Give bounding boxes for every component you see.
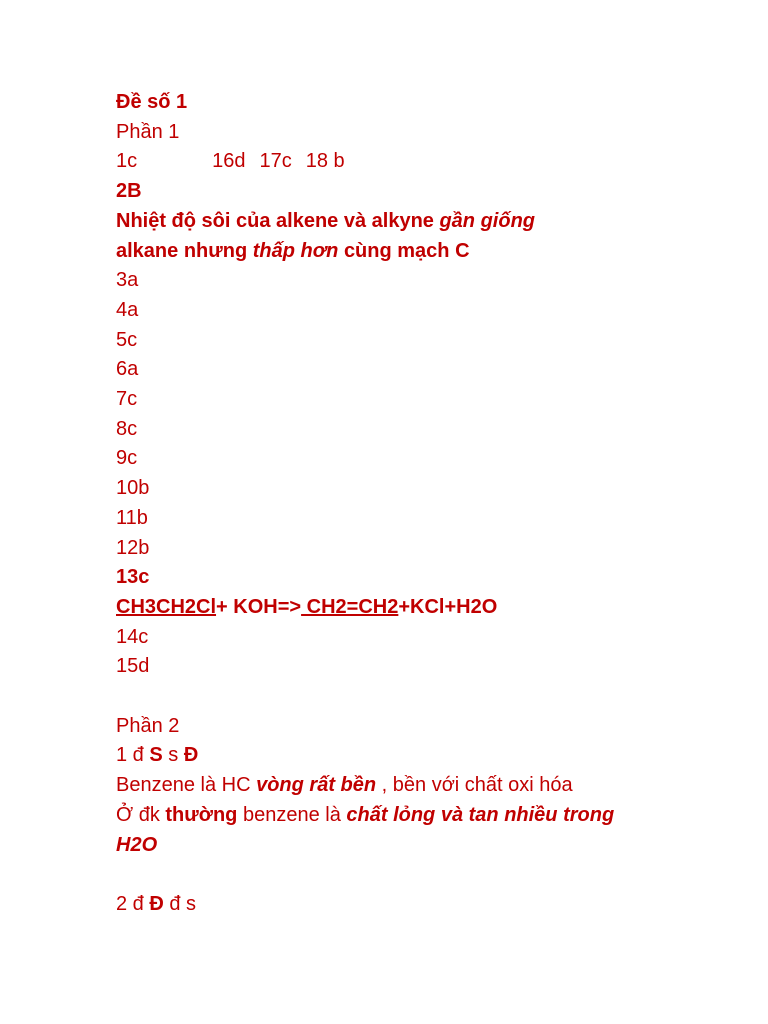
line-text: benzene là	[237, 803, 347, 826]
answer-row-1	[116, 147, 716, 177]
line-text: , bền với chất oxi hóa	[376, 774, 573, 797]
answer-3: 3a	[116, 269, 139, 292]
answer-4: 4a	[116, 298, 139, 321]
answer-2: 2B	[116, 180, 142, 203]
answer-13-equation	[116, 593, 716, 623]
answer-15: 15d	[116, 655, 150, 678]
answer-16: 16d	[212, 150, 246, 173]
answer-1: 1c	[116, 150, 138, 173]
answer-bold: Đ	[149, 892, 164, 915]
equation-text: + KOH=>	[216, 595, 302, 618]
answer-7: 7c	[116, 388, 138, 411]
answer-bold: Đ	[183, 744, 199, 767]
line-bold: thường	[165, 803, 238, 826]
answer-2-note	[116, 207, 716, 266]
answer-text: 2 đ	[116, 892, 150, 915]
answer-text: đ s	[163, 892, 197, 915]
part2-answer-1	[116, 741, 716, 771]
answer-9: 9c	[116, 447, 138, 470]
answer-14: 14c	[116, 625, 149, 648]
line-emphasis: vòng rất bền	[256, 774, 377, 797]
note-emphasis: thấp hơn	[252, 239, 339, 262]
part2-answer-2	[116, 890, 716, 920]
note-text: Nhiệt độ sôi của alkene và alkyne	[116, 209, 440, 232]
part2-line-a	[116, 771, 716, 801]
answer-text: s	[162, 744, 184, 767]
answer-13: 13c	[116, 566, 150, 589]
document-page	[116, 88, 716, 920]
answer-bold: S	[149, 744, 163, 767]
spacer	[116, 682, 716, 712]
note-text: cùng mạch C	[343, 239, 470, 262]
part1-heading: Phần 1	[116, 120, 180, 143]
answer-text: 1 đ	[116, 744, 150, 767]
answer-10: 10b	[116, 477, 150, 500]
part2-heading: Phần 2	[116, 714, 180, 737]
answer-18: 18 b	[305, 150, 345, 173]
answer-5: 5c	[116, 328, 138, 351]
line-text: Benzene là HC	[116, 774, 257, 797]
product: CH2=CH2	[301, 595, 399, 618]
note-text: alkane nhưng	[116, 239, 253, 262]
answer-6: 6a	[116, 358, 139, 381]
answer-11: 11b	[116, 506, 148, 529]
line-emphasis: chất lỏng và tan nhiều trong H2O	[116, 803, 615, 856]
spacer	[116, 860, 716, 890]
answer-8: 8c	[116, 417, 138, 440]
part2-line-b	[116, 801, 636, 860]
document-title: Đề số 1	[116, 91, 188, 113]
equation-text: +KCl+H2O	[398, 595, 498, 618]
reactant: CH3CH2Cl	[116, 595, 217, 618]
answer-17: 17c	[259, 150, 292, 173]
answer-12: 12b	[116, 536, 150, 559]
note-emphasis: gần giống	[439, 209, 536, 232]
line-text: Ở đk	[116, 803, 166, 826]
